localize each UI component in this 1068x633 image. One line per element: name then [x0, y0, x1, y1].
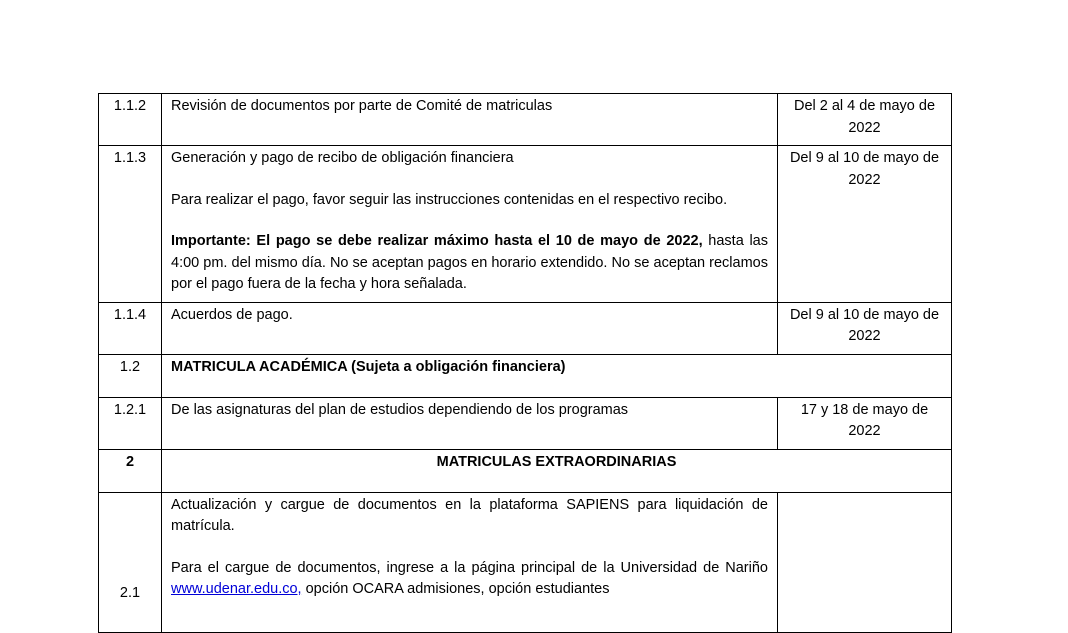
row-date: Del 2 al 4 de mayo de 2022 — [778, 94, 952, 146]
row-date: Del 9 al 10 de mayo de 2022 — [778, 302, 952, 354]
row-description: Revisión de documentos por parte de Comité de matriculas — [162, 94, 778, 146]
row-number: 2.1 — [99, 492, 162, 632]
table-row — [99, 492, 952, 632]
table-row — [99, 397, 952, 449]
table-row — [99, 449, 952, 492]
row-paragraph: Para realizar el pago, favor seguir las instrucciones contenidas en el respectivo recibo. — [171, 191, 728, 208]
section-heading: MATRICULAS EXTRAORDINARIAS — [162, 449, 952, 492]
note-text: hasta las 4:00 pm. del mismo día. No se aceptan pagos en horario extendido. No se aceptan reclamos por el pago fuera de la fecha y hora señalada. — [171, 233, 768, 292]
row-paragraph — [171, 231, 768, 296]
row-description — [162, 146, 778, 303]
row-description: De las asignaturas del plan de estudios dependiendo de los programas — [162, 397, 778, 449]
row-number: 1.1.3 — [99, 146, 162, 303]
udenar-link[interactable]: www.udenar.edu.co, — [171, 581, 302, 597]
table-row — [99, 94, 952, 146]
row-date: 17 y 18 de mayo de 2022 — [778, 397, 952, 449]
row-number: 1.2.1 — [99, 397, 162, 449]
row-description — [162, 492, 778, 632]
section-heading: MATRICULA ACADÉMICA (Sujeta a obligación financiera) — [162, 354, 952, 397]
row-paragraph: Actualización y cargue de documentos en la plataforma SAPIENS para liquidación de matrícula. — [171, 496, 768, 534]
row-title: Generación y pago de recibo de obligación financiera — [171, 150, 514, 166]
row-number: 2 — [99, 449, 162, 492]
row-description: Acuerdos de pago. — [162, 302, 778, 354]
row-date — [778, 492, 952, 632]
important-note: Importante: El pago se debe realizar máximo hasta el 10 de mayo de 2022, — [171, 233, 703, 249]
row-paragraph: Para el cargue de documentos, ingrese a la página principal de la Universidad de Nariño www.udenar.edu.co, opción OCARA admisiones, opción estudiantes — [171, 559, 768, 597]
schedule-table — [98, 93, 952, 633]
row-date: Del 9 al 10 de mayo de 2022 — [778, 146, 952, 303]
table-row — [99, 146, 952, 303]
table-row — [99, 354, 952, 397]
row-number: 1.2 — [99, 354, 162, 397]
row-number: 1.1.2 — [99, 94, 162, 146]
table-row — [99, 302, 952, 354]
row-number: 1.1.4 — [99, 302, 162, 354]
